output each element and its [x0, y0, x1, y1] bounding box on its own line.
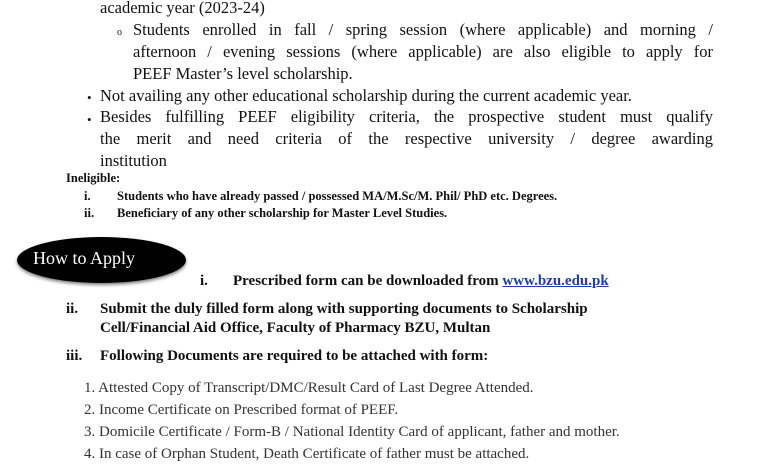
step-1-text: Prescribed form can be downloaded from	[233, 273, 503, 289]
document-item-1: 1. Attested Copy of Transcript/DMC/Result Card of Last Degree Attended.	[84, 380, 534, 396]
step-num-1: i.	[200, 273, 208, 289]
bullet-icon: •	[87, 90, 92, 105]
step-1	[233, 273, 609, 290]
step-2-line-2: Cell/Financial Aid Office, Faculty of Pharmacy BZU, Multan	[100, 320, 491, 336]
sub-bullet-line-3: PEEF Master’s level scholarship.	[133, 64, 353, 83]
bullet-not-availing: Not availing any other educational scholarship during the current academic year.	[100, 86, 632, 105]
ineligible-item-1: Students who have already passed / possessed MA/M.Sc/M. Phil/ PhD etc. Degrees.	[117, 189, 558, 203]
ineligible-num-1: i.	[84, 189, 91, 203]
bzu-website-link[interactable]: www.bzu.edu.pk	[502, 273, 609, 289]
document-item-3: 3. Domicile Certificate / Form-B / National Identity Card of applicant, father and mother.	[84, 424, 620, 440]
document-item-4: 4. In case of Orphan Student, Death Certificate of father must be attached.	[84, 446, 530, 462]
bullet-besides-line-3: institution	[100, 151, 167, 170]
bullet-besides-line-1: Besides fulfilling PEEF eligibility criteria, the prospective student must qualify	[100, 107, 713, 126]
how-to-apply-label: How to Apply	[33, 248, 136, 268]
document-item-2: 2. Income Certificate on Prescribed format of PEEF.	[84, 402, 399, 418]
sub-bullet-icon: o	[117, 27, 122, 38]
bullet-icon: •	[87, 112, 92, 127]
ineligible-num-2: ii.	[84, 206, 95, 220]
sub-bullet-line-1: Students enrolled in fall / spring session (where applicable) and morning /	[133, 20, 713, 39]
step-2-line-1: Submit the duly filled form along with supporting documents to Scholarship	[100, 301, 588, 317]
step-num-3: iii.	[66, 348, 83, 364]
ineligible-heading: Ineligible:	[66, 171, 121, 185]
academic-year-line: academic year (2023-24)	[100, 0, 265, 17]
ineligible-item-2: Beneficiary of any other scholarship for Master Level Studies.	[117, 206, 448, 220]
sub-bullet-line-2: afternoon / evening sessions (where applicable) are also eligible to apply for	[133, 42, 713, 61]
step-3: Following Documents are required to be attached with form:	[100, 348, 489, 364]
step-num-2: ii.	[66, 301, 79, 317]
bullet-besides-line-2: the merit and need criteria of the respective university / degree awarding	[100, 129, 713, 148]
